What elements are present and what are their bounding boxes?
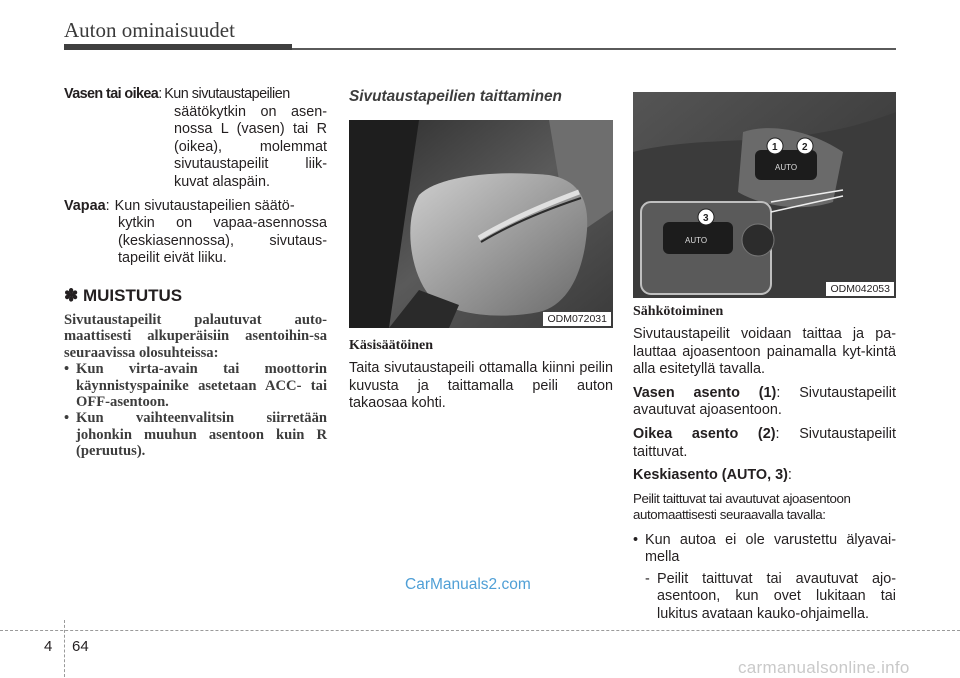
- watermark-site: carmanualsonline.info: [738, 658, 910, 677]
- svg-text:2: 2: [802, 142, 808, 153]
- mirror-image: [349, 120, 613, 328]
- chapter-number: 4: [44, 638, 53, 655]
- position-2: Oikea asento (2): Sivutaustapeilit taittuvat.: [633, 425, 896, 460]
- mirror-photo: [349, 120, 613, 328]
- header-rule-thick: [64, 44, 292, 50]
- note-bullet: • Kun virta-avain tai moottorin käynnistyspainike asetetaan ACC- tai OFF-asentoon.: [64, 361, 327, 410]
- definition-term: Vasen tai oikea: [64, 86, 159, 102]
- page-number: 64: [72, 638, 89, 655]
- condition-bullet: • Kun autoa ei ole varustettu älyavai-mella: [633, 531, 896, 566]
- watermark-carmanuals: CarManuals2.com: [405, 576, 531, 593]
- note-text: Sivutaustapeilit palautuvat auto-maattisesti alkuperäisiin asentoihin-sa seuraavissa olosuhteissa:: [64, 311, 327, 361]
- photo-code: ODM042053: [826, 282, 894, 296]
- svg-text:AUTO: AUTO: [775, 163, 798, 172]
- note-heading: ✽ MUISTUTUS: [64, 285, 183, 305]
- svg-text:3: 3: [703, 213, 709, 224]
- note-bullet: • Kun vaihteenvalitsin siirretään johonkin muuhun asentoon kuin R (peruutus).: [64, 410, 327, 460]
- header-rule-thin: [292, 48, 896, 50]
- auto-text: Peilit taittuvat tai avautuvat ajoasentoon automaattisesti seuraavalla tavalla:: [633, 490, 851, 523]
- right-column: [633, 92, 896, 624]
- electric-text: Sivutaustapeilit voidaan taittaa ja pa-lauttaa ajoasentoon painamalla kyt-kintä alla esitetyllä tavalla.: [633, 326, 896, 378]
- section-title: Sivutaustapeilien taittaminen: [349, 88, 562, 105]
- footer-rule: [0, 630, 960, 632]
- condition-dash: - Peilit taittuvat tai avautuvat ajo-asentoon, kun ovet lukitaan tai lukitus avataan kauko-ohjaimella.: [645, 570, 896, 622]
- footer-divider: [64, 620, 66, 677]
- manual-title: Käsisäätöinen: [349, 338, 434, 353]
- position-1: Vasen asento (1): Sivutaustapeilit avautuvat ajoasentoon.: [633, 384, 896, 419]
- definition-term: Vapaa: [64, 197, 106, 214]
- switch-photo: [633, 92, 896, 298]
- svg-text:AUTO: AUTO: [685, 236, 708, 245]
- position-3: Keskiasento (AUTO, 3):: [633, 467, 792, 484]
- electric-title: Sähkötoiminen: [633, 304, 724, 319]
- svg-text:1: 1: [772, 142, 778, 153]
- note-symbol-icon: ✽: [64, 285, 79, 305]
- middle-column: [349, 86, 613, 413]
- switch-image: [633, 92, 896, 298]
- definition-free: Vapaa: Kun sivutaustapeilien säätö- kytkin on vapaa-asennossa (keskiasennossa), sivutaus-tapeilit eivät liiku.: [64, 197, 327, 267]
- manual-text: Taita sivutaustapeili ottamalla kiinni peilin kuvusta ja taittamalla peili auton takaosaa kohti.: [349, 360, 613, 412]
- left-column: [64, 86, 327, 460]
- definition-left-right: Vasen tai oikea: Kun sivutaustapeilien säätökytkin on asen-nossa L (vasen) tai R (oikea), molemmat sivutaustapeilit liik-kuvat alaspäin.: [64, 86, 327, 190]
- page-header-title: Auton ominaisuudet: [64, 18, 235, 42]
- photo-code: ODM072031: [543, 312, 611, 326]
